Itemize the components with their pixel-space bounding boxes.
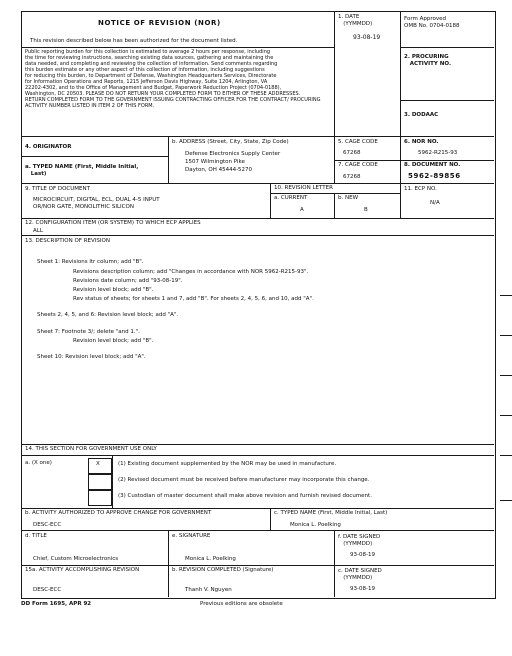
margin-tick	[500, 295, 512, 296]
approver-name-label: c. TYPED NAME (First, Middle Initial, Last)	[274, 510, 388, 516]
margin-tick	[500, 415, 512, 416]
option-2-text: (2) Revised document must be received before manufacturer may incorporate this change.	[118, 477, 370, 483]
accomplishing-activity-value[interactable]: DESC-ECC	[33, 587, 62, 593]
config-item-label: 12. CONFIGURATION ITEM (OR SYSTEM) TO WHICH ECP APPLIES	[25, 220, 201, 226]
new-value[interactable]: B	[364, 207, 368, 213]
sheet7-line: Sheet 7: Footnote 3/; delete "and 1.".	[37, 329, 140, 335]
revision-completed-label: b. REVISION COMPLETED (Signature)	[172, 567, 274, 573]
burden-line: RETURN COMPLETED FORM TO THE GOVERNMENT ISSUING CONTRACTING OFFICER FOR THE CONTRACT/ PROCURING	[25, 97, 321, 103]
current-label: a. CURRENT	[274, 195, 308, 201]
description-label: 13. DESCRIPTION OF REVISION	[25, 238, 110, 244]
document-title-line[interactable]: MICROCIRCUIT, DIGITAL, ECL, DUAL 4-5 INPUT	[33, 197, 160, 203]
margin-tick	[500, 455, 512, 456]
sheet7-line: Revision level block; add "B".	[73, 338, 154, 344]
title-label: d. TITLE	[25, 533, 47, 539]
date-label: 1. DATE (YYMMDD)	[338, 14, 373, 27]
margin-tick	[500, 375, 512, 376]
option-1-text: (1) Existing document supplemented by the NOR may be used in manufacture.	[118, 461, 337, 467]
option-3-checkbox[interactable]	[88, 490, 112, 506]
revision-completed-value[interactable]: Thanh V. Nguyen	[185, 587, 232, 593]
sheet1-line: Rev status of sheets; for sheets 1 and 7, add "B". For sheets 2, 4, 5, 6, and 10, add "A".	[73, 296, 314, 302]
sheet10-line: Sheet 10: Revision level block; add "A".	[37, 354, 146, 360]
burden-line: data needed, and completing and reviewing the collection of information. Send comments regarding	[25, 61, 278, 67]
document-number-label: 8. DOCUMENT NO.	[404, 162, 461, 168]
signature-value[interactable]: Monica L. Poelking	[185, 556, 236, 562]
option-1-checkbox[interactable]	[88, 458, 112, 474]
sheet1-line: Revision level block; add "B".	[73, 287, 154, 293]
revision-letter-label: 10. REVISION LETTER	[274, 185, 333, 191]
cage-code-7-value[interactable]: 67268	[343, 174, 361, 180]
burden-line: 22202-4302, and to the Office of Management and Budget, Paperwork Reduction Project (0704-0188),	[25, 85, 282, 91]
accomplishing-activity-label: 15a. ACTIVITY ACCOMPLISHING REVISION	[25, 567, 140, 573]
form-approved: Form Approved OMB No. 0704-0188	[404, 16, 460, 30]
burden-line: ACTIVITY NUMBER LISTED IN ITEM 2 OF THIS FORM.	[25, 103, 155, 109]
burden-line: for Information Operations and Reports, 1215 Jefferson Davis Highway, Suite 1204, Arlington, VA	[25, 79, 268, 85]
date-signed-value[interactable]: 93-08-19	[350, 552, 375, 558]
document-title-line[interactable]: OR/NOR GATE, MONOLITHIC SILICON	[33, 204, 134, 210]
form-id: DD Form 1695, APR 92	[21, 601, 92, 607]
margin-tick	[500, 500, 512, 501]
authorization-note: This revision described below has been authorized for the document listed.	[30, 38, 238, 44]
option-2-checkbox[interactable]	[88, 474, 112, 490]
signature-label: e. SIGNATURE	[172, 533, 211, 539]
burden-line: Public reporting burden for this collection is estimated to average 2 hours per response, including	[25, 49, 271, 55]
burden-line: Washington, DC 20503. PLEASE DO NOT RETURN YOUR COMPLETED FORM TO EITHER OF THESE ADDRESSES.	[25, 91, 301, 97]
date-signed-label: f. DATE SIGNED (YYMMDD)	[338, 534, 381, 547]
document-title-label: 9. TITLE OF DOCUMENT	[25, 186, 90, 192]
form-title: NOTICE OF REVISION (NOR)	[98, 19, 221, 27]
cage-code-5-value[interactable]: 67268	[343, 150, 361, 156]
burden-line: for reducing this burden, to Department of Defense, Washington Headquarters Services, Directorate	[25, 73, 277, 79]
address-line[interactable]: Dayton, OH 45444-5270	[185, 167, 253, 173]
margin-tick	[500, 335, 512, 336]
x-one-label: a. (X one)	[25, 460, 52, 466]
sheet1-line: Revisions date column; add "93-08-19".	[73, 278, 183, 284]
sheet1-line: Sheet 1: Revisions ltr column; add "B".	[37, 259, 144, 265]
typed-name-label: a. TYPED NAME (First, Middle Initial, Last)	[25, 164, 139, 177]
cage-code-5-label: 5. CAGE CODE	[338, 139, 378, 145]
current-value[interactable]: A	[300, 207, 304, 213]
ecp-number-value[interactable]: N/A	[430, 200, 440, 206]
approving-activity-value[interactable]: DESC-ECC	[33, 522, 62, 528]
option-1-mark: X	[96, 461, 100, 467]
sheet1-line: Revisions description column; add "Changes in accordance with NOR 5962-R215-93".	[73, 269, 309, 275]
date-value[interactable]: 93-08-19	[353, 34, 381, 41]
gov-use-label: 14. THIS SECTION FOR GOVERNMENT USE ONLY	[25, 446, 157, 452]
obsolete-note: Previous editions are obsolete	[200, 601, 283, 607]
new-label: b. NEW	[338, 195, 359, 201]
approving-activity-label: b. ACTIVITY AUTHORIZED TO APPROVE CHANGE FOR GOVERNMENT	[25, 510, 212, 516]
nor-number-value[interactable]: 5962-R215-93	[418, 150, 458, 156]
document-number-value[interactable]: 5962-89856	[408, 172, 461, 180]
sheets-2-4-5-6-line: Sheets 2, 4, 5, and 6: Revision level block; add "A".	[37, 312, 179, 318]
cage-code-7-label: 7. CAGE CODE	[338, 162, 378, 168]
date-signed-2-value[interactable]: 93-08-19	[350, 586, 375, 592]
ecp-number-label: 11. ECP NO.	[404, 186, 437, 192]
burden-line: this burden estimate or any other aspect of this collection of information, including suggestions	[25, 67, 265, 73]
address-line[interactable]: Defense Electronics Supply Center	[185, 151, 281, 157]
dodaac-label: 3. DODAAC	[404, 112, 439, 118]
originator-label: 4. ORIGINATOR	[25, 144, 72, 150]
approver-name-value[interactable]: Monica L. Poelking	[290, 522, 341, 528]
procuring-activity-label: 2. PROCURING ACTIVITY NO.	[404, 54, 452, 67]
nor-number-label: 6. NOR NO.	[404, 139, 439, 145]
title-value[interactable]: Chief, Custom Microelectronics	[33, 556, 119, 562]
rule	[21, 47, 334, 48]
config-item-value[interactable]: ALL	[33, 228, 43, 234]
burden-line: the time for reviewing instructions, searching existing data sources, gathering and maintaining the	[25, 55, 274, 61]
address-label: b. ADDRESS (Street, City, State, Zip Code)	[172, 139, 289, 145]
date-signed-2-label: c. DATE SIGNED (YYMMDD)	[338, 568, 382, 581]
description-body	[37, 260, 487, 440]
option-3-text: (3) Custodian of master document shall make above revision and furnish revised document.	[118, 493, 372, 499]
address-line[interactable]: 1507 Wilmington Pike	[185, 159, 245, 165]
